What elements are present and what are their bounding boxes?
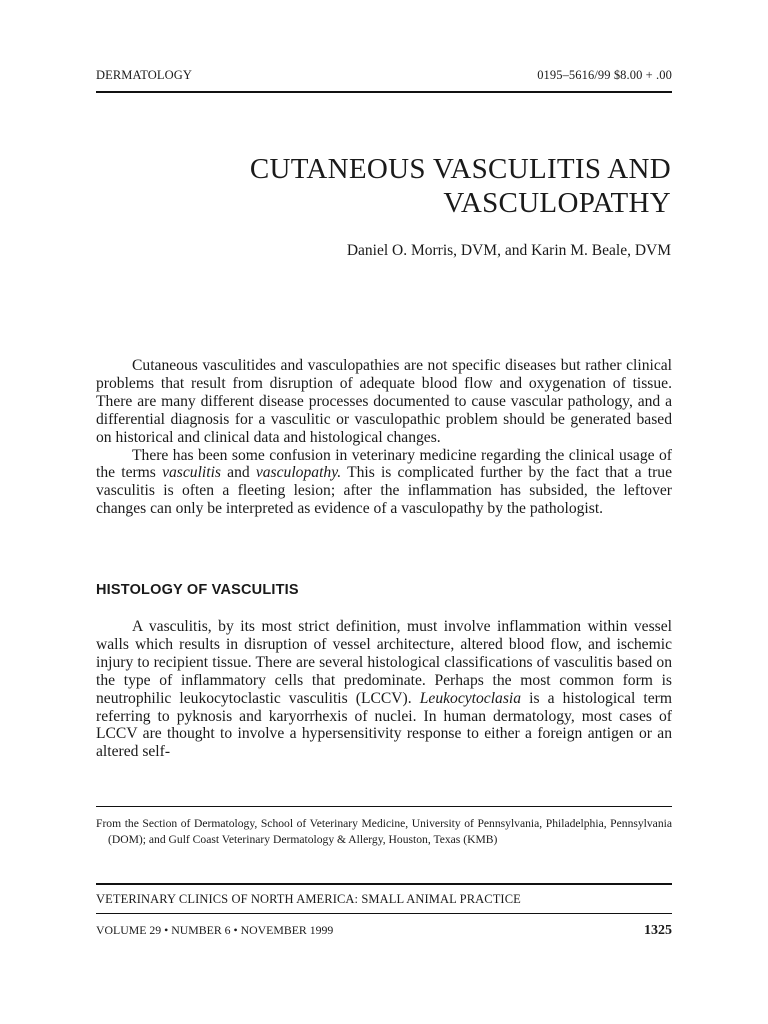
section-heading: HISTOLOGY OF VASCULITIS	[96, 582, 299, 598]
section-text	[96, 618, 672, 761]
term-leukocytoclasia: Leukocytoclasia	[419, 689, 522, 707]
term-vasculitis: vasculitis	[162, 464, 221, 482]
running-head	[96, 68, 672, 86]
journal-name: VETERINARY CLINICS OF NORTH AMERICA: SMALL ANIMAL PRACTICE	[96, 892, 521, 906]
article-title	[96, 152, 671, 220]
term-vasculopathy: vasculopathy.	[255, 464, 342, 482]
article-code: 0195–5616/99 $8.00 + .00	[537, 68, 672, 82]
footer-rule-top	[96, 883, 672, 885]
volume-line	[96, 923, 672, 941]
title-line-1: CUTANEOUS VASCULITIS AND	[249, 153, 671, 185]
title-line-2: VASCULOPATHY	[443, 187, 671, 219]
author-line: Daniel O. Morris, DVM, and Karin M. Beale, DVM	[346, 242, 671, 259]
header-rule	[96, 91, 672, 93]
volume-info: VOLUME 29 • NUMBER 6 • NOVEMBER 1999	[96, 923, 334, 937]
footnote-rule	[96, 806, 672, 807]
page-number: 1325	[644, 923, 672, 938]
journal-section-label: DERMATOLOGY	[96, 68, 193, 82]
intro-text	[96, 357, 672, 518]
affiliation-footnote: From the Section of Dermatology, School of Veterinary Medicine, University of Pennsylvania, Philadelphia, Pennsylvania (DOM); and Gulf Coast Veterinary Dermatology & Allergy, Houston, Texas (KMB)	[96, 817, 672, 846]
intro-paragraph-2: There has been some confusion in veterinary medicine regarding the clinical usage of the terms vasculitis and vasculopathy. This is complicated further by the fact that a true vasculitis is often a fleeting lesion; after the inflammation has subsided, the leftover changes can only be interpreted as evidence of a vasculopathy by the pathologist.	[96, 446, 672, 518]
section-paragraph-1: A vasculitis, by its most strict definition, must involve inflammation within vessel walls which results in disruption of vessel architecture, altered blood flow, and ischemic injury to recipient tissue. There are several histological classifications of vasculitis based on the type of inflammatory cells that predominate. Perhaps the most common form is neutrophilic leukocytoclastic vasculitis (LCCV). Leukocytoclasia is a histological term referring to pyknosis and karyorrhexis of nuclei. In human dermatology, most cases of LCCV are thought to involve a hypersensitivity response to either a foreign antigen or an altered self-	[96, 618, 672, 761]
footer-rule-bottom	[96, 913, 672, 914]
intro-paragraph-1: Cutaneous vasculitides and vasculopathies are not specific diseases but rather clinical problems that result from disruption of adequate blood flow and oxygenation of tissue. There are many different disease processes documented to cause vascular pathology, and a differential diagnosis for a vasculitic or vasculopathic problem should be generated based on historical and clinical data and histological changes.	[96, 357, 672, 446]
